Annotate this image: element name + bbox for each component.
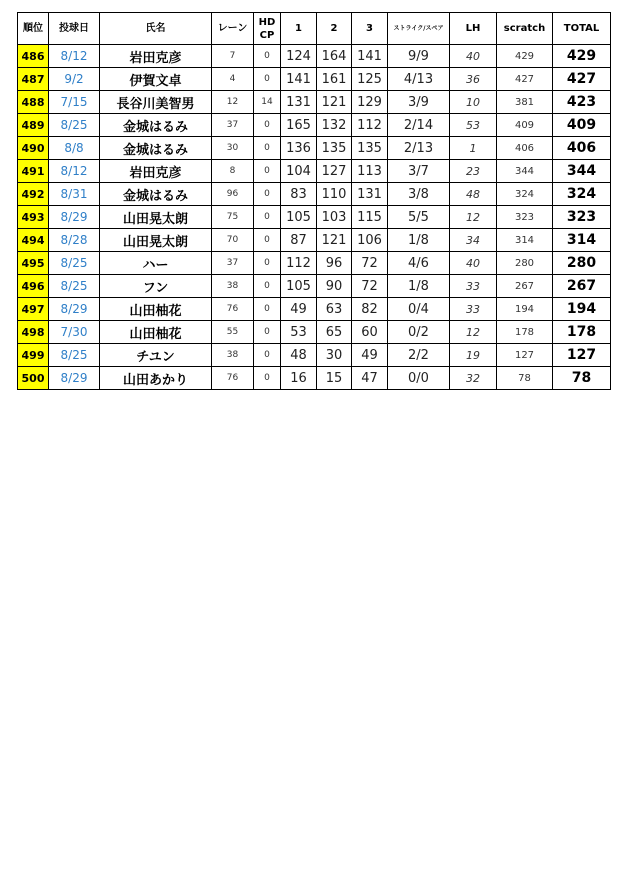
name-cell: 岩田克彦 [100,45,212,68]
strike-spare-cell: 0/4 [388,298,450,321]
table-row [18,252,611,275]
date-cell: 8/25 [49,344,100,367]
lh-cell: 33 [450,298,497,321]
scratch-cell: 280 [497,252,553,275]
rank-cell: 491 [18,160,49,183]
date-cell: 9/2 [49,68,100,91]
strike-spare-cell: 3/8 [388,183,450,206]
game-1-cell: 49 [281,298,317,321]
lh-cell: 19 [450,344,497,367]
name-cell: フン [100,275,212,298]
lh-cell: 1 [450,137,497,160]
game-3-cell: 60 [352,321,388,344]
strike-spare-cell: 0/0 [388,367,450,390]
total-cell: 314 [553,229,611,252]
table-row [18,45,611,68]
lh-cell: 40 [450,45,497,68]
header-game-2: 2 [317,13,352,45]
total-cell: 423 [553,91,611,114]
total-cell: 323 [553,206,611,229]
scratch-cell: 381 [497,91,553,114]
lane-cell: 55 [212,321,254,344]
header-strike-spare: ストライク/スペア [388,13,450,45]
date-cell: 8/25 [49,114,100,137]
rank-cell: 490 [18,137,49,160]
game-2-cell: 164 [317,45,352,68]
game-2-cell: 121 [317,91,352,114]
strike-spare-cell: 3/7 [388,160,450,183]
header-date: 投球日 [49,13,100,45]
scratch-cell: 78 [497,367,553,390]
total-cell: 178 [553,321,611,344]
strike-spare-cell: 4/13 [388,68,450,91]
header-lane: レーン [212,13,254,45]
ranking-table [17,12,611,390]
lh-cell: 32 [450,367,497,390]
rank-cell: 486 [18,45,49,68]
game-3-cell: 125 [352,68,388,91]
name-cell: 山田柚花 [100,298,212,321]
strike-spare-cell: 9/9 [388,45,450,68]
game-3-cell: 72 [352,252,388,275]
game-3-cell: 82 [352,298,388,321]
header-hdcp [254,13,281,45]
lane-cell: 38 [212,275,254,298]
name-cell: 岩田克彦 [100,160,212,183]
name-cell: 山田柚花 [100,321,212,344]
name-cell: 金城はるみ [100,114,212,137]
total-cell: 127 [553,344,611,367]
header-rank: 順位 [18,13,49,45]
lane-cell: 30 [212,137,254,160]
rank-cell: 498 [18,321,49,344]
hdcp-cell: 0 [254,229,281,252]
rank-cell: 488 [18,91,49,114]
hdcp-cell: 0 [254,183,281,206]
name-cell: 金城はるみ [100,183,212,206]
game-2-cell: 110 [317,183,352,206]
lh-cell: 48 [450,183,497,206]
strike-spare-cell: 2/2 [388,344,450,367]
lh-cell: 23 [450,160,497,183]
table-row [18,321,611,344]
lane-cell: 37 [212,114,254,137]
game-1-cell: 104 [281,160,317,183]
game-2-cell: 121 [317,229,352,252]
table-body [18,45,611,390]
scratch-cell: 323 [497,206,553,229]
strike-spare-cell: 4/6 [388,252,450,275]
game-1-cell: 131 [281,91,317,114]
name-cell: チユン [100,344,212,367]
date-cell: 8/29 [49,367,100,390]
date-cell: 8/12 [49,45,100,68]
lane-cell: 4 [212,68,254,91]
table-row [18,298,611,321]
lane-cell: 38 [212,344,254,367]
total-cell: 406 [553,137,611,160]
strike-spare-cell: 0/2 [388,321,450,344]
header-game-1: 1 [281,13,317,45]
game-3-cell: 72 [352,275,388,298]
game-2-cell: 65 [317,321,352,344]
hdcp-cell: 0 [254,321,281,344]
header-scratch: scratch [497,13,553,45]
hdcp-cell: 0 [254,367,281,390]
name-cell: 山田晃太朗 [100,229,212,252]
rank-cell: 500 [18,367,49,390]
scratch-cell: 194 [497,298,553,321]
name-cell: 長谷川美智男 [100,91,212,114]
date-cell: 8/25 [49,252,100,275]
lane-cell: 8 [212,160,254,183]
table-row [18,206,611,229]
lane-cell: 96 [212,183,254,206]
date-cell: 8/31 [49,183,100,206]
name-cell: 伊賀文卓 [100,68,212,91]
name-cell: 金城はるみ [100,137,212,160]
hdcp-cell: 0 [254,137,281,160]
rank-cell: 496 [18,275,49,298]
scratch-cell: 406 [497,137,553,160]
rank-cell: 493 [18,206,49,229]
table-row [18,183,611,206]
game-3-cell: 106 [352,229,388,252]
header-game-3: 3 [352,13,388,45]
strike-spare-cell: 3/9 [388,91,450,114]
lh-cell: 12 [450,321,497,344]
lh-cell: 33 [450,275,497,298]
lh-cell: 36 [450,68,497,91]
table-row [18,91,611,114]
table-row [18,137,611,160]
table-row [18,275,611,298]
total-cell: 78 [553,367,611,390]
scratch-cell: 127 [497,344,553,367]
game-1-cell: 16 [281,367,317,390]
game-1-cell: 105 [281,275,317,298]
header-total: TOTAL [553,13,611,45]
scratch-cell: 427 [497,68,553,91]
game-1-cell: 141 [281,68,317,91]
game-3-cell: 131 [352,183,388,206]
hdcp-cell: 0 [254,344,281,367]
game-1-cell: 105 [281,206,317,229]
rank-cell: 494 [18,229,49,252]
game-2-cell: 161 [317,68,352,91]
game-1-cell: 87 [281,229,317,252]
total-cell: 409 [553,114,611,137]
scratch-cell: 267 [497,275,553,298]
game-3-cell: 141 [352,45,388,68]
table-row [18,367,611,390]
game-2-cell: 30 [317,344,352,367]
header-lh: LH [450,13,497,45]
name-cell: 山田晃太朗 [100,206,212,229]
strike-spare-cell: 2/13 [388,137,450,160]
game-2-cell: 96 [317,252,352,275]
hdcp-cell: 0 [254,298,281,321]
name-cell: ハー [100,252,212,275]
game-1-cell: 112 [281,252,317,275]
date-cell: 8/28 [49,229,100,252]
lane-cell: 7 [212,45,254,68]
rank-cell: 492 [18,183,49,206]
game-3-cell: 135 [352,137,388,160]
total-cell: 324 [553,183,611,206]
lane-cell: 37 [212,252,254,275]
hdcp-cell: 0 [254,252,281,275]
game-3-cell: 49 [352,344,388,367]
strike-spare-cell: 2/14 [388,114,450,137]
total-cell: 344 [553,160,611,183]
total-cell: 267 [553,275,611,298]
header-hdcp-line1: HD [258,16,276,28]
date-cell: 8/29 [49,206,100,229]
date-cell: 8/25 [49,275,100,298]
date-cell: 8/8 [49,137,100,160]
scratch-cell: 344 [497,160,553,183]
scratch-cell: 314 [497,229,553,252]
lh-cell: 12 [450,206,497,229]
game-2-cell: 90 [317,275,352,298]
rank-cell: 489 [18,114,49,137]
game-1-cell: 48 [281,344,317,367]
hdcp-cell: 0 [254,45,281,68]
lane-cell: 75 [212,206,254,229]
lh-cell: 10 [450,91,497,114]
game-2-cell: 63 [317,298,352,321]
rank-cell: 495 [18,252,49,275]
scratch-cell: 324 [497,183,553,206]
game-1-cell: 124 [281,45,317,68]
lh-cell: 34 [450,229,497,252]
table-header [18,13,611,45]
strike-spare-cell: 1/8 [388,229,450,252]
header-hdcp-line2: CP [259,29,275,41]
game-1-cell: 53 [281,321,317,344]
lane-cell: 12 [212,91,254,114]
lane-cell: 76 [212,367,254,390]
hdcp-cell: 0 [254,206,281,229]
scratch-cell: 409 [497,114,553,137]
lane-cell: 76 [212,298,254,321]
table-row [18,160,611,183]
game-2-cell: 15 [317,367,352,390]
rank-cell: 497 [18,298,49,321]
hdcp-cell: 0 [254,114,281,137]
header-name: 氏名 [100,13,212,45]
hdcp-cell: 0 [254,68,281,91]
table-row [18,344,611,367]
scratch-cell: 178 [497,321,553,344]
game-2-cell: 103 [317,206,352,229]
game-3-cell: 113 [352,160,388,183]
game-1-cell: 165 [281,114,317,137]
game-1-cell: 83 [281,183,317,206]
game-3-cell: 115 [352,206,388,229]
lane-cell: 70 [212,229,254,252]
game-3-cell: 129 [352,91,388,114]
game-3-cell: 47 [352,367,388,390]
total-cell: 280 [553,252,611,275]
strike-spare-cell: 1/8 [388,275,450,298]
game-2-cell: 132 [317,114,352,137]
name-cell: 山田あかり [100,367,212,390]
hdcp-cell: 14 [254,91,281,114]
hdcp-cell: 0 [254,160,281,183]
rank-cell: 487 [18,68,49,91]
table-row [18,229,611,252]
hdcp-cell: 0 [254,275,281,298]
lh-cell: 40 [450,252,497,275]
game-1-cell: 136 [281,137,317,160]
lh-cell: 53 [450,114,497,137]
scratch-cell: 429 [497,45,553,68]
date-cell: 7/15 [49,91,100,114]
total-cell: 194 [553,298,611,321]
game-2-cell: 127 [317,160,352,183]
game-2-cell: 135 [317,137,352,160]
rank-cell: 499 [18,344,49,367]
table-row [18,114,611,137]
total-cell: 427 [553,68,611,91]
game-3-cell: 112 [352,114,388,137]
date-cell: 7/30 [49,321,100,344]
table-row [18,68,611,91]
strike-spare-cell: 5/5 [388,206,450,229]
date-cell: 8/29 [49,298,100,321]
date-cell: 8/12 [49,160,100,183]
header-row [18,13,611,45]
total-cell: 429 [553,45,611,68]
